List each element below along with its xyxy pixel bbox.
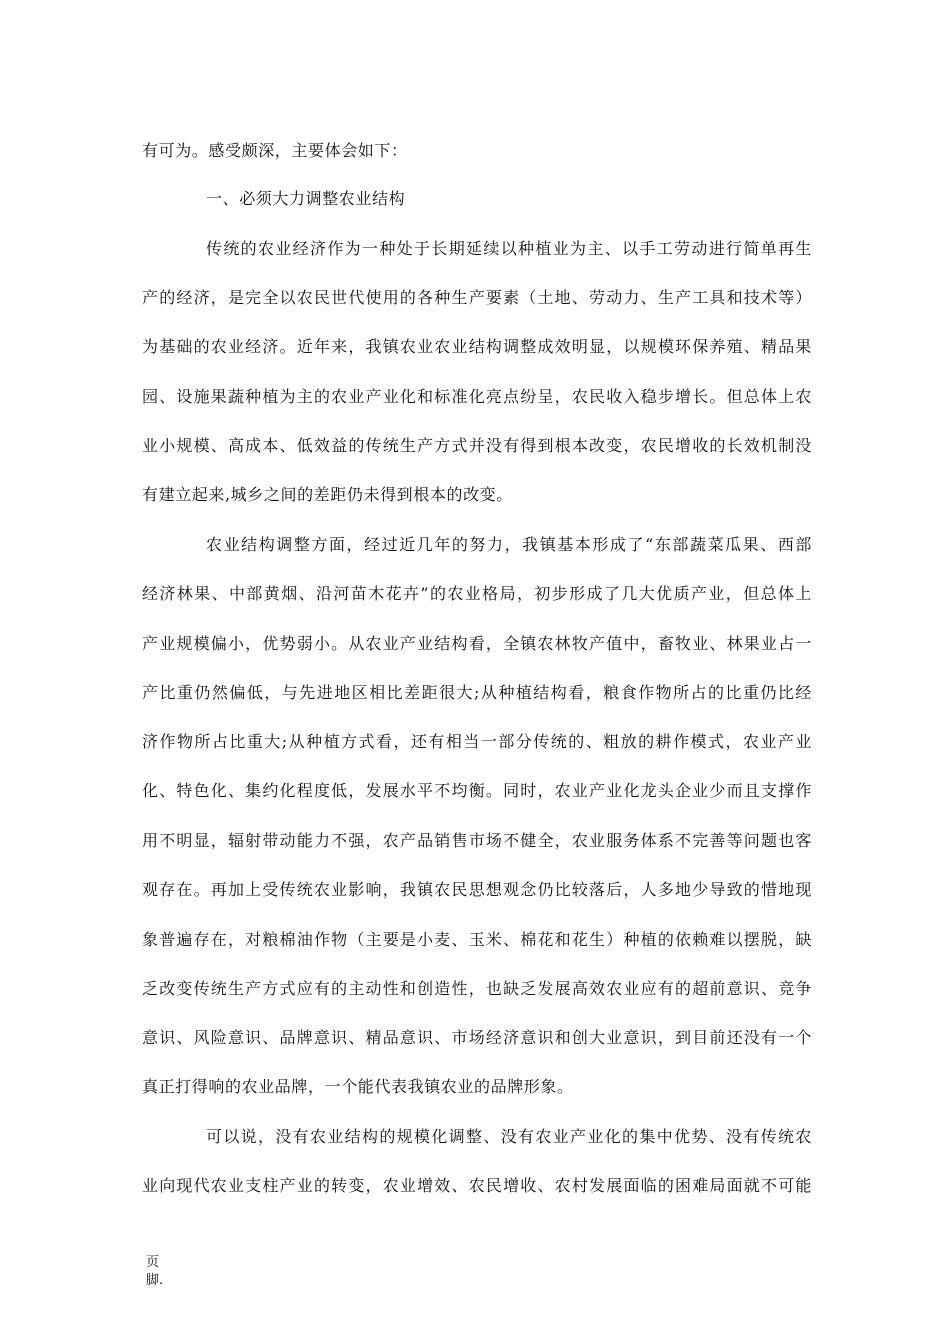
text-line: 产的经济，是完全以农民世代使用的各种生产要素（土地、劳动力、生产工具和技术等）: [142, 288, 812, 307]
text-line: 为基础的农业经济。近年来，我镇农业农业结构调整成效明显，以规模环保养殖、精品果: [142, 337, 812, 356]
text-line: 用不明显，辐射带动能力不强，农产品销售市场不健全，农业服务体系不完善等问题也客: [142, 831, 812, 850]
text-line: 化、特色化、集约化程度低，发展水平不均衡。同时，农业产业化龙头企业少而且支撑作: [142, 781, 812, 800]
text-line: 意识、风险意识、品牌意识、精品意识、市场经济意识和创大业意识，到目前还没有一个: [142, 1028, 812, 1047]
footer-line: 脚.: [146, 1273, 164, 1288]
text-line: 真正打得响的农业品牌，一个能代表我镇农业的品牌形象。: [142, 1077, 574, 1096]
text-line: 园、设施果蔬种植为主的农业产业化和标准化亮点纷呈，农民收入稳步增长。但总体上农: [142, 387, 812, 406]
text-line: 经济林果、中部黄烟、沿河苗木花卉”的农业格局，初步形成了几大优质产业，但总体上: [142, 584, 812, 603]
text-line: 产业规模偏小，优势弱小。从农业产业结构看，全镇农林牧产值中，畜牧业、林果业占一: [142, 634, 812, 653]
text-line: 传统的农业经济作为一种处于长期延续以种植业为主、以手工劳动进行简单再生: [206, 239, 812, 258]
text-line: 乏改变传统生产方式应有的主动性和创造性，也缺乏发展高效农业应有的超前意识、竞争: [142, 979, 812, 998]
text-line: 有建立起来,城乡之间的差距仍未得到根本的改变。: [142, 485, 513, 504]
section-heading: 一、必须大力调整农业结构: [206, 189, 406, 208]
text-line: 有可为。感受颇深，主要体会如下：: [142, 141, 408, 160]
text-line: 业向现代农业支柱产业的转变，农业增效、农民增收、农村发展面临的困难局面就不可能: [142, 1176, 812, 1195]
text-line: 产比重仍然偏低，与先进地区相比差距很大;从种植结构看，粮食作物所占的比重仍比经: [142, 683, 812, 702]
text-line: 观存在。再加上受传统农业影响，我镇农民思想观念仍比较落后，人多地少导致的惜地现: [142, 880, 812, 899]
text-line: 可以说，没有农业结构的规模化调整、没有农业产业化的集中优势、没有传统农: [206, 1127, 812, 1146]
text-line: 农业结构调整方面，经过近几年的努力，我镇基本形成了“东部蔬菜瓜果、西部: [206, 535, 812, 554]
page-footer: [146, 1254, 176, 1290]
text-line: 象普遍存在，对粮棉油作物（主要是小麦、玉米、棉花和花生）种植的依赖难以摆脱，缺: [142, 930, 812, 949]
footer-line: 页: [146, 1255, 160, 1270]
text-line: 业小规模、高成本、低效益的传统生产方式并没有得到根本改变，农民增收的长效机制没: [142, 436, 812, 455]
text-line: 济作物所占比重大;从种植方式看，还有相当一部分传统的、粗放的耕作模式，农业产业: [142, 732, 812, 751]
